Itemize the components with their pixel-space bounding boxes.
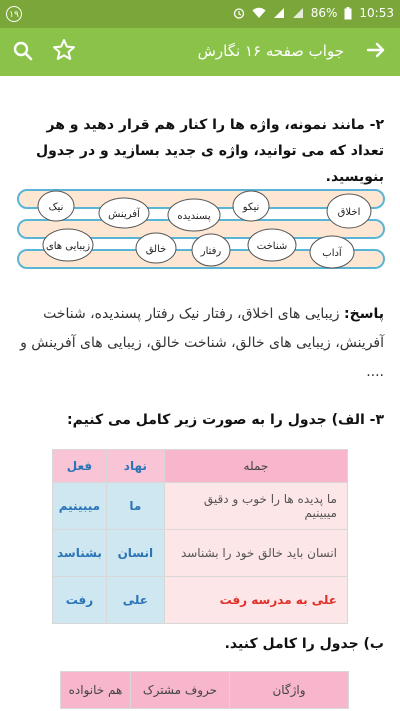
header-common-letters: حروف مشترک: [131, 672, 230, 709]
table-row: [53, 483, 348, 530]
status-right: [233, 6, 394, 20]
star-outline-icon[interactable]: [52, 38, 76, 67]
bubble-2: [233, 191, 269, 221]
bubble-3: [168, 199, 220, 231]
bubble-4-text: آفرینش: [108, 209, 140, 220]
signal-icon: [273, 7, 285, 19]
table-row: [53, 577, 348, 624]
bubble-8: [192, 234, 230, 266]
cell-verb: رفت: [53, 577, 107, 624]
cell-sentence: علی به مدرسه رفت: [164, 577, 347, 624]
header-words: واژگان: [230, 672, 349, 709]
cell-sentence: انسان باید خالق خود را بشناسد: [164, 530, 347, 577]
bubble-9: [136, 233, 176, 263]
bubble-7: [248, 229, 296, 261]
answer-text: زیبایی های اخلاق، رفتار نیک رفتار پسندیده، شناخت آفرینش، زیبایی های خالق، شناخت خالق، زیبایی های آفرینش و ....: [20, 306, 384, 380]
header-verb: فعل: [53, 450, 107, 483]
words-table: [60, 671, 349, 709]
bubble-6: [310, 236, 354, 268]
signal-icon-2: [292, 7, 304, 19]
header-sentence: جمله: [164, 450, 347, 483]
question-2: ۲- مانند نمونه، واژه ها را کنار هم قرار دهید و هر تعداد که می توانید، واژه ی جدید بسازید و در جدول بنویسید.: [36, 117, 384, 185]
bubble-1: [327, 194, 371, 228]
bubble-2-text: نیکو: [242, 202, 260, 213]
header-family: هم خانواده: [61, 672, 131, 709]
wifi-icon: [252, 7, 266, 19]
status-bar: [0, 0, 400, 28]
arrow-right-icon[interactable]: [366, 40, 386, 66]
bubble-10: [43, 229, 93, 261]
bubble-1-text: اخلاق: [337, 207, 361, 218]
answer-label: پاسخ:: [344, 306, 384, 322]
bubble-10-text: زیبایی های: [45, 241, 91, 252]
answer-paragraph: [16, 300, 384, 387]
bubble-7-text: شناخت: [256, 241, 288, 252]
page-title: جواب صفحه ۱۶ نگارش: [197, 42, 344, 60]
bubble-6-text: آداب: [322, 248, 342, 259]
table-header-row: [53, 450, 348, 483]
cell-verb: بشناسد: [53, 530, 107, 577]
bubble-8-text: رفتار: [200, 246, 222, 257]
battery-icon: [344, 7, 352, 20]
bubble-5: [38, 191, 74, 221]
clock: 10:53: [359, 6, 394, 20]
cell-subject: ما: [106, 483, 164, 530]
cell-subject: انسان: [106, 530, 164, 577]
cell-sentence: ما پدیده ها را خوب و دقیق میبینیم: [164, 483, 347, 530]
question-3b: ب) جدول را کامل کنید.: [224, 636, 384, 652]
table-header-row: [61, 672, 349, 709]
question-3: ۳- الف) جدول را به صورت زیر کامل می کنیم:: [67, 412, 384, 428]
sentence-table: [52, 449, 348, 624]
word-bubbles-figure: [16, 184, 388, 272]
cell-subject: علی: [106, 577, 164, 624]
header-subject: نهاد: [106, 450, 164, 483]
bubble-4: [99, 198, 149, 228]
notification-badge: ۱۹: [6, 6, 22, 22]
app-bar: [0, 28, 400, 76]
bubble-9-text: خالق: [145, 244, 167, 255]
bubble-3-text: پسندیده: [177, 211, 211, 222]
alarm-icon: [233, 7, 245, 19]
bubble-5-text: نیک: [48, 202, 64, 213]
table-row: [53, 530, 348, 577]
battery-percent: 86%: [310, 6, 338, 20]
cell-verb: میبینیم: [53, 483, 107, 530]
search-icon[interactable]: [12, 40, 34, 62]
